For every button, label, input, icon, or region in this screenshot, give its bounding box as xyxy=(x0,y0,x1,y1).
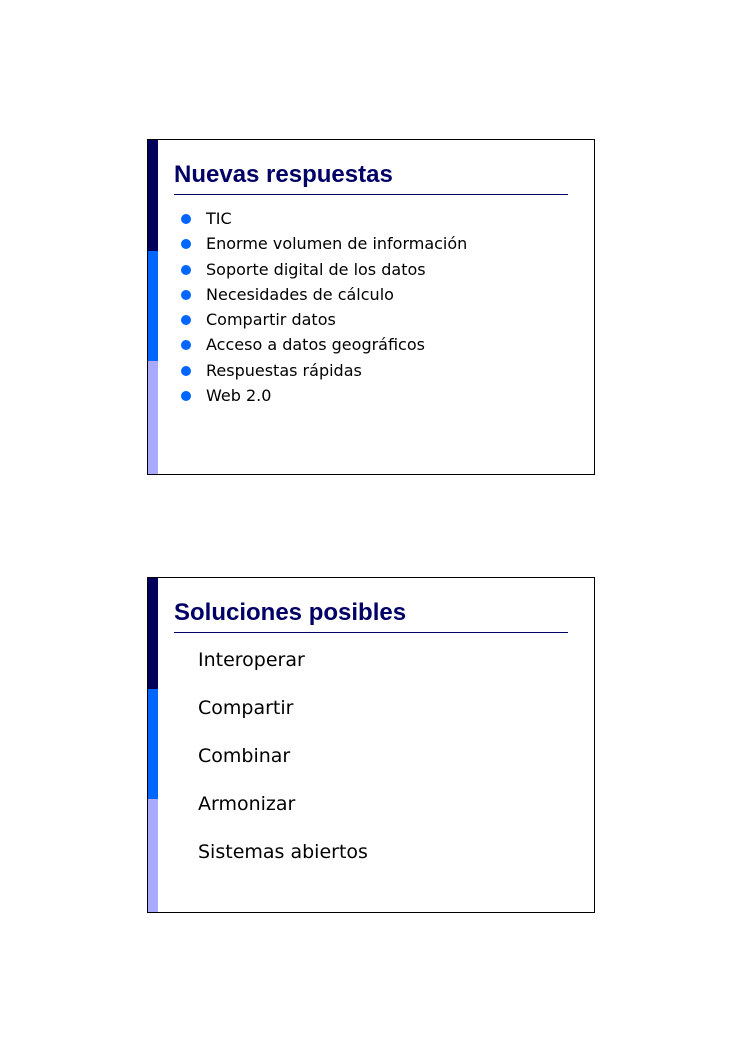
list-item-text: Enorme volumen de información xyxy=(206,234,468,254)
list-item xyxy=(181,206,467,231)
bullet-list xyxy=(181,206,467,408)
list-item-text: Compartir datos xyxy=(206,310,336,330)
bullet-icon xyxy=(181,214,191,224)
list-item xyxy=(181,332,467,357)
slide-title: Nuevas respuestas xyxy=(174,161,393,188)
list-item xyxy=(181,282,467,307)
list-item: Compartir xyxy=(198,697,294,719)
bullet-icon xyxy=(181,366,191,376)
slide-accent-bar xyxy=(148,578,158,912)
title-underline xyxy=(174,194,568,195)
slide-nuevas-respuestas xyxy=(147,139,595,475)
list-item xyxy=(181,383,467,408)
accent-bar-light-segment xyxy=(148,361,158,475)
accent-bar-light-segment xyxy=(148,799,158,913)
list-item: Armonizar xyxy=(198,793,296,815)
accent-bar-blue-segment xyxy=(148,251,158,361)
slide-title: Soluciones posibles xyxy=(174,599,407,626)
accent-bar-dark-segment xyxy=(148,140,158,251)
list-item-text: TIC xyxy=(206,209,232,228)
bullet-icon xyxy=(181,265,191,275)
list-item-text: Web 2.0 xyxy=(206,386,272,406)
list-item xyxy=(181,257,467,282)
slide-accent-bar xyxy=(148,140,158,474)
list-item-text: Respuestas rápidas xyxy=(206,360,362,380)
bullet-icon xyxy=(181,315,191,325)
list-item-text: Acceso a datos geográficos xyxy=(206,335,425,355)
bullet-icon xyxy=(181,290,191,300)
bullet-icon xyxy=(181,340,191,350)
list-item: Interoperar xyxy=(198,649,305,671)
list-item-text: Soporte digital de los datos xyxy=(206,259,426,279)
list-item xyxy=(181,358,467,383)
solution-list xyxy=(198,645,368,885)
slide-soluciones-posibles xyxy=(147,577,595,913)
list-item xyxy=(181,307,467,332)
list-item: Sistemas abiertos xyxy=(198,841,368,863)
bullet-icon xyxy=(181,239,191,249)
list-item: Combinar xyxy=(198,745,291,767)
title-underline xyxy=(174,632,568,633)
accent-bar-dark-segment xyxy=(148,578,158,689)
list-item-text: Necesidades de cálculo xyxy=(206,284,394,304)
list-item xyxy=(181,231,467,256)
bullet-icon xyxy=(181,391,191,401)
accent-bar-blue-segment xyxy=(148,689,158,799)
